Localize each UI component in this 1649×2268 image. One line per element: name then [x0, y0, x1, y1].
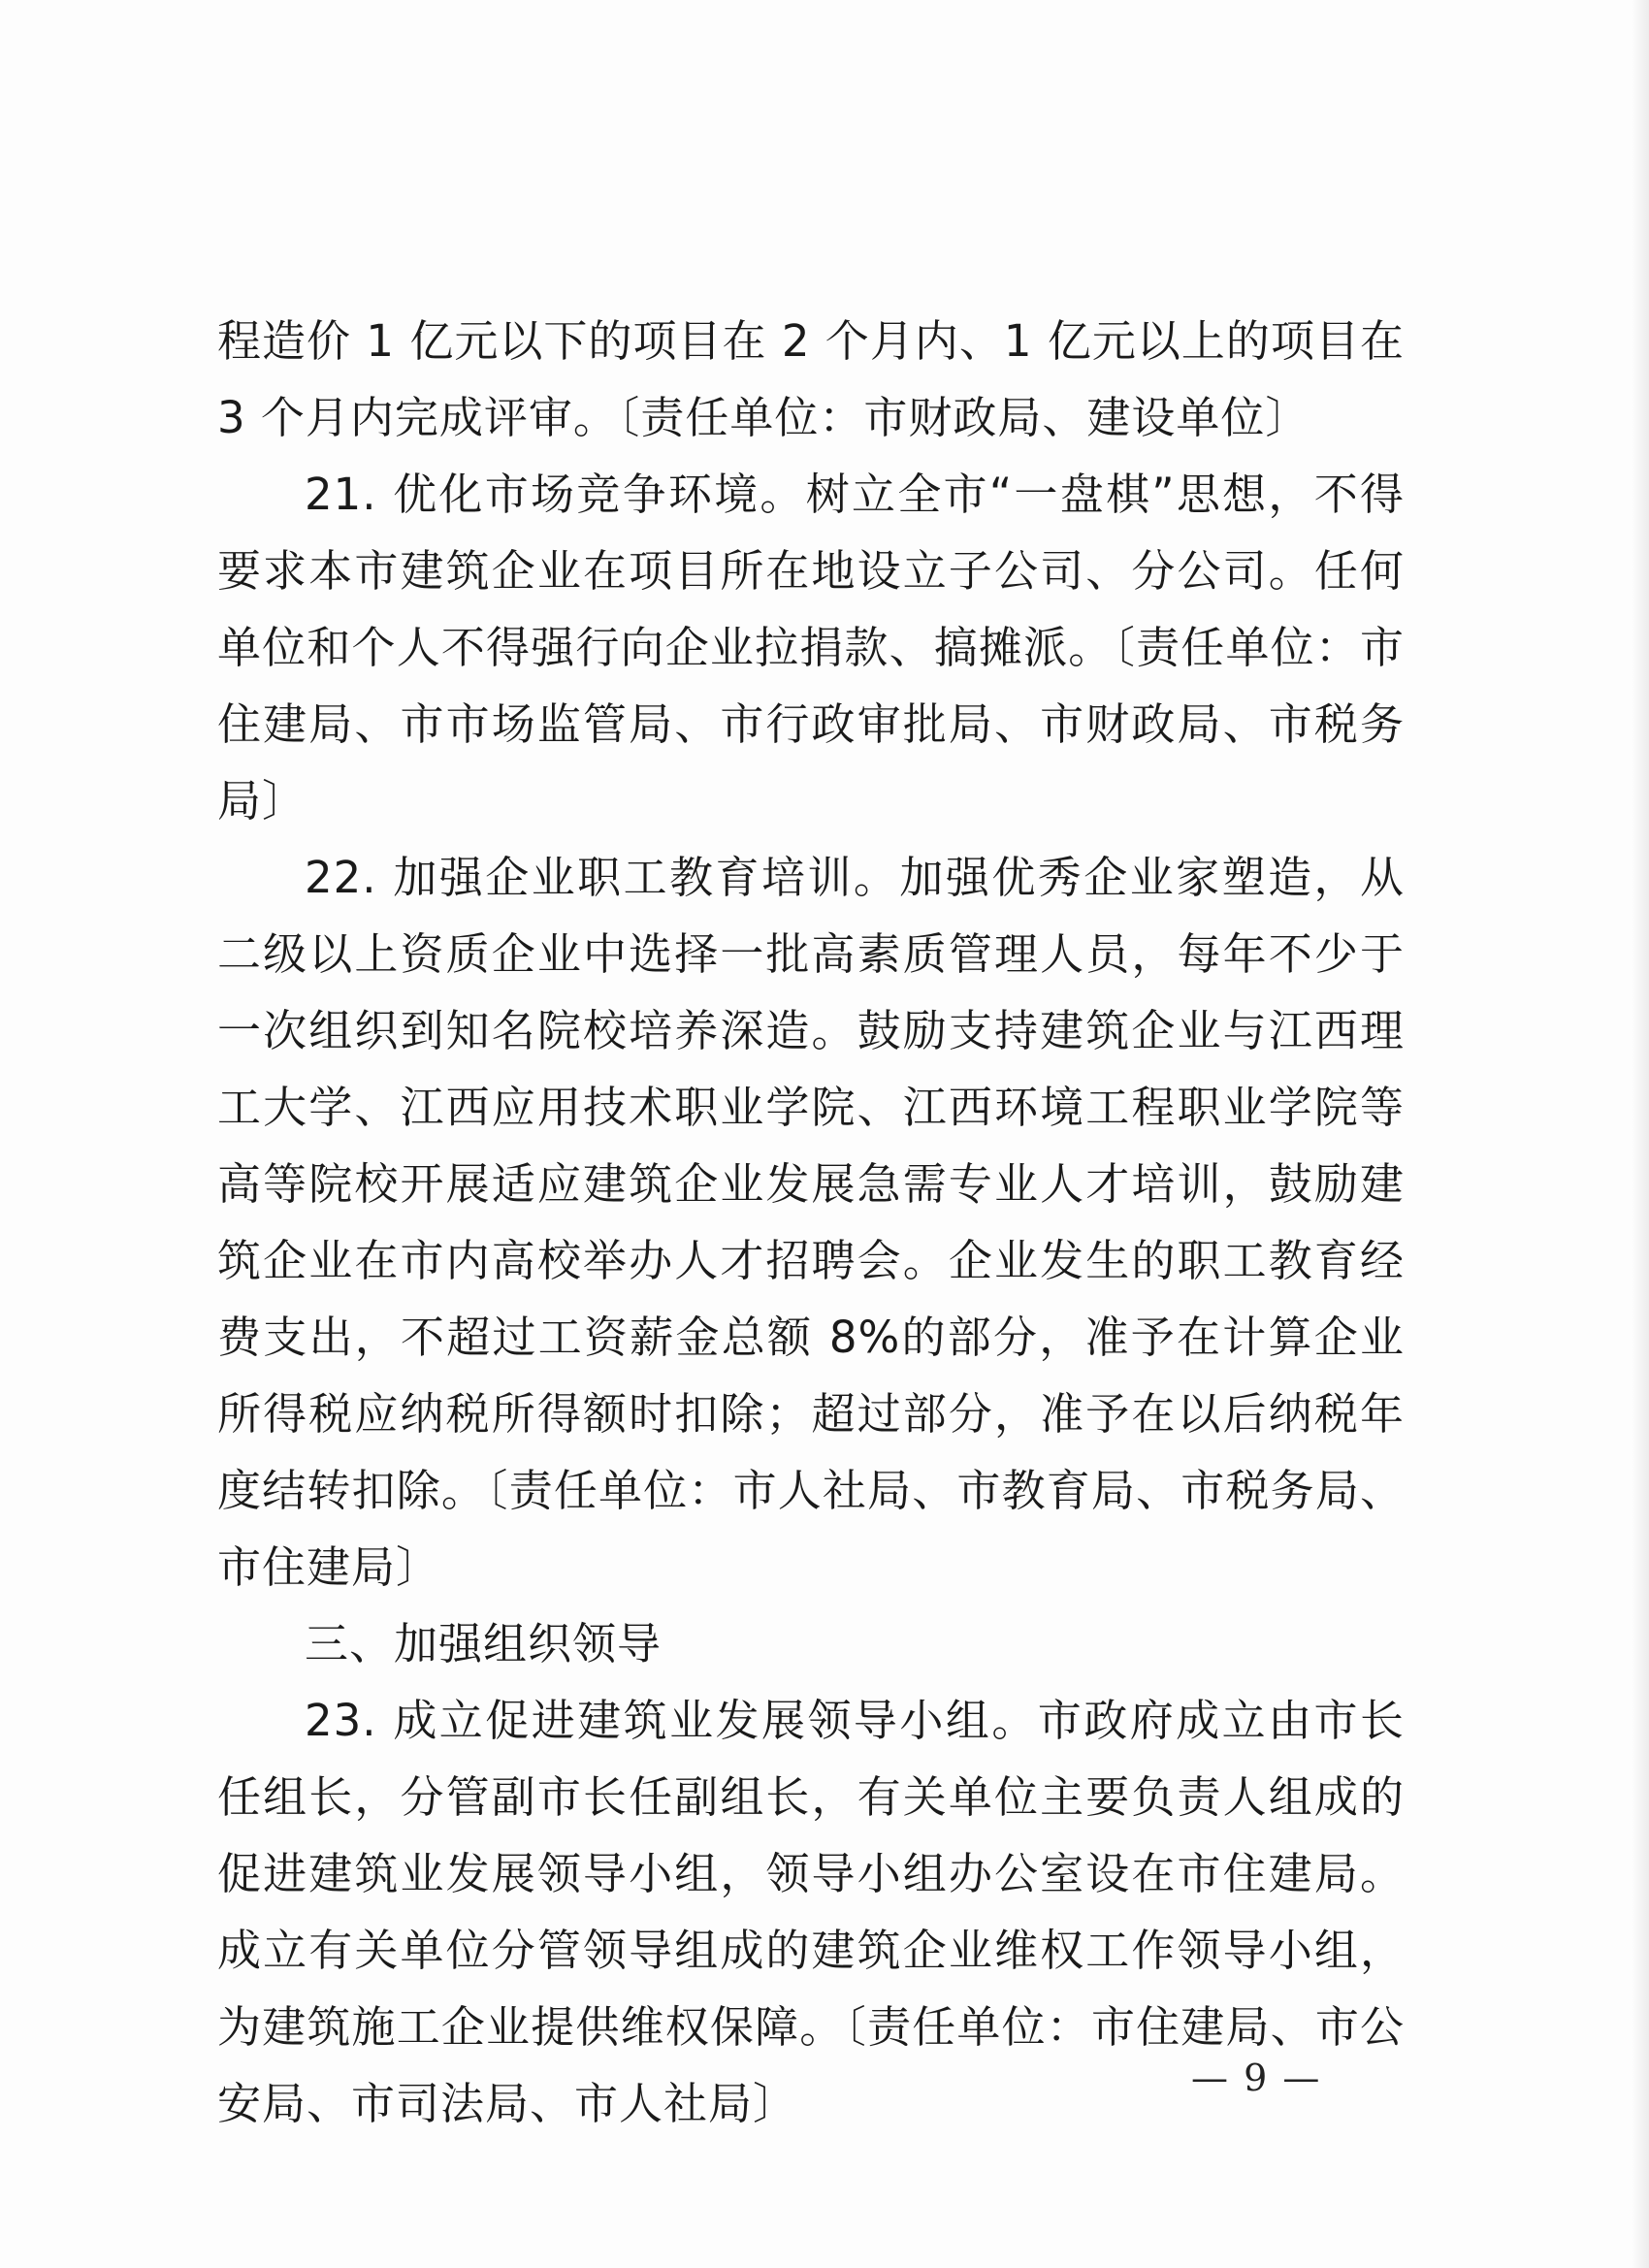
- document-body: [217, 303, 1405, 2142]
- page-number: — 9 —: [1191, 2057, 1322, 2099]
- paragraph-21: 21. 优化市场竞争环境。树立全市“一盘棋”思想，不得要求本市建筑企业在项目所在地设立子公司、分公司。任何单位和个人不得强行向企业拉捐款、搞摊派。〔责任单位：市住建局、市市场监管局、市行政审批局、市财政局、市税务局〕: [217, 469, 1405, 826]
- scan-edge-shadow: [1632, 0, 1649, 2268]
- section-heading: 三、加强组织领导: [305, 1618, 663, 1669]
- paragraph-23: 23. 成立促进建筑业发展领导小组。市政府成立由市长任组长，分管副市长任副组长，有关单位主要负责人组成的促进建筑业发展领导小组，领导小组办公室设在市住建局。成立有关单位分管领导组成的建筑企业维权工作领导小组，为建筑施工企业提供维权保障。〔责任单位：市住建局、市公安局、市司法局、市人社局〕: [217, 1695, 1405, 2129]
- paragraph-20-continued: 程造价 1 亿元以下的项目在 2 个月内、1 亿元以上的项目在 3 个月内完成评审。〔责任单位：市财政局、建设单位〕: [217, 315, 1405, 443]
- paragraph-22: 22. 加强企业职工教育培训。加强优秀企业家塑造，从二级以上资质企业中选择一批高素质管理人员，每年不少于一次组织到知名院校培养深造。鼓励支持建筑企业与江西理工大学、江西应用技术职业学院、江西环境工程职业学院等高等院校开展适应建筑企业发展急需专业人才培训，鼓励建筑企业在市内高校举办人才招聘会。企业发生的职工教育经费支出，不超过工资薪金总额 8%的部分，准予在计算企业所得税应纳税所得额时扣除；超过部分，准予在以后纳税年度结转扣除。〔责任单位：市人社局、市教育局、市税务局、市住建局〕: [217, 852, 1405, 1593]
